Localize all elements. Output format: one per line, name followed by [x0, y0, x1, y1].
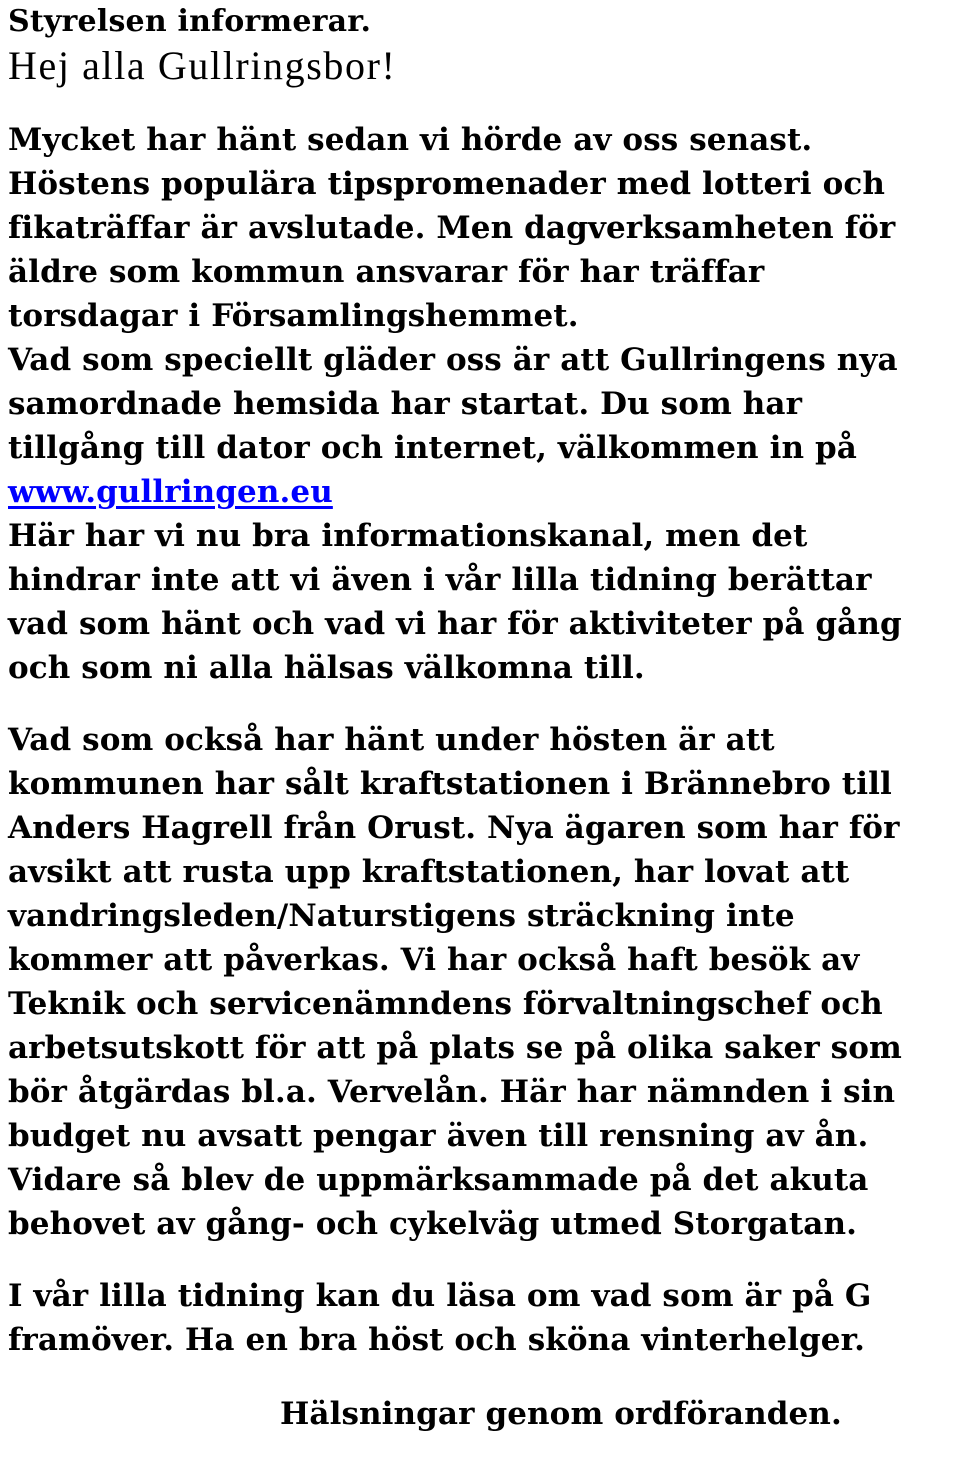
- paragraph-news: [8, 118, 956, 690]
- text-line: avsikt att rusta upp kraftstationen, har lovat att: [8, 854, 850, 890]
- text-line: kommunen har sålt kraftstationen i Brännebro till: [8, 766, 892, 802]
- text-line: budget nu avsatt pengar även till rensning av ån.: [8, 1118, 869, 1154]
- text-line: fikaträffar är avslutade. Men dagverksamheten för: [8, 210, 896, 246]
- text-line: I vår lilla tidning kan du läsa om vad som är på G: [8, 1278, 872, 1314]
- text-line: och som ni alla hälsas välkomna till.: [8, 650, 645, 686]
- text-line: Anders Hagrell från Orust. Nya ägaren som har för: [8, 810, 900, 846]
- text-line: arbetsutskott för att på plats se på olika saker som: [8, 1030, 902, 1066]
- greeting: Hej alla Gullringsbor!: [8, 43, 397, 88]
- text-line: vandringsleden/Naturstigens sträckning inte: [8, 898, 795, 934]
- text-line: äldre som kommun ansvarar för har träffar: [8, 254, 765, 290]
- text-line: Mycket har hänt sedan vi hörde av oss senast.: [8, 122, 813, 158]
- text-line: [8, 470, 956, 514]
- text-line: kommer att påverkas. Vi har också haft besök av: [8, 942, 860, 978]
- text-line: Vad som också har hänt under hösten är att: [8, 722, 775, 758]
- text-line: tillgång till dator och internet, välkommen in på: [8, 430, 857, 466]
- paragraph-autumn-events: [8, 718, 956, 1246]
- website-link[interactable]: www.gullringen.eu: [8, 474, 333, 510]
- text-line: Här har vi nu bra informationskanal, men det: [8, 518, 808, 554]
- text-line: behovet av gång- och cykelväg utmed Storgatan.: [8, 1206, 857, 1242]
- text-line: Vidare så blev de uppmärksammade på det akuta: [8, 1162, 869, 1198]
- text-line: hindrar inte att vi även i vår lilla tidning berättar: [8, 562, 872, 598]
- page-title: Styrelsen informerar.: [8, 4, 372, 39]
- text-line: framöver. Ha en bra höst och sköna vinterhelger.: [8, 1322, 866, 1358]
- text-line: bör åtgärdas bl.a. Vervelån. Här har nämnden i sin: [8, 1074, 896, 1110]
- text-line: torsdagar i Församlingshemmet.: [8, 298, 579, 334]
- text-line: Teknik och servicenämndens förvaltningschef och: [8, 986, 883, 1022]
- text-line: samordnade hemsida har startat. Du som har: [8, 386, 803, 422]
- signature: Hälsningar genom ordföranden.: [280, 1396, 842, 1432]
- text-line: Höstens populära tipspromenader med lotteri och: [8, 166, 885, 202]
- text-line: vad som hänt och vad vi har för aktiviteter på gång: [8, 606, 902, 642]
- paragraph-closing: [8, 1274, 956, 1362]
- document-page: [8, 0, 956, 1436]
- text-line: Vad som speciellt gläder oss är att Gullringens nya: [8, 342, 898, 378]
